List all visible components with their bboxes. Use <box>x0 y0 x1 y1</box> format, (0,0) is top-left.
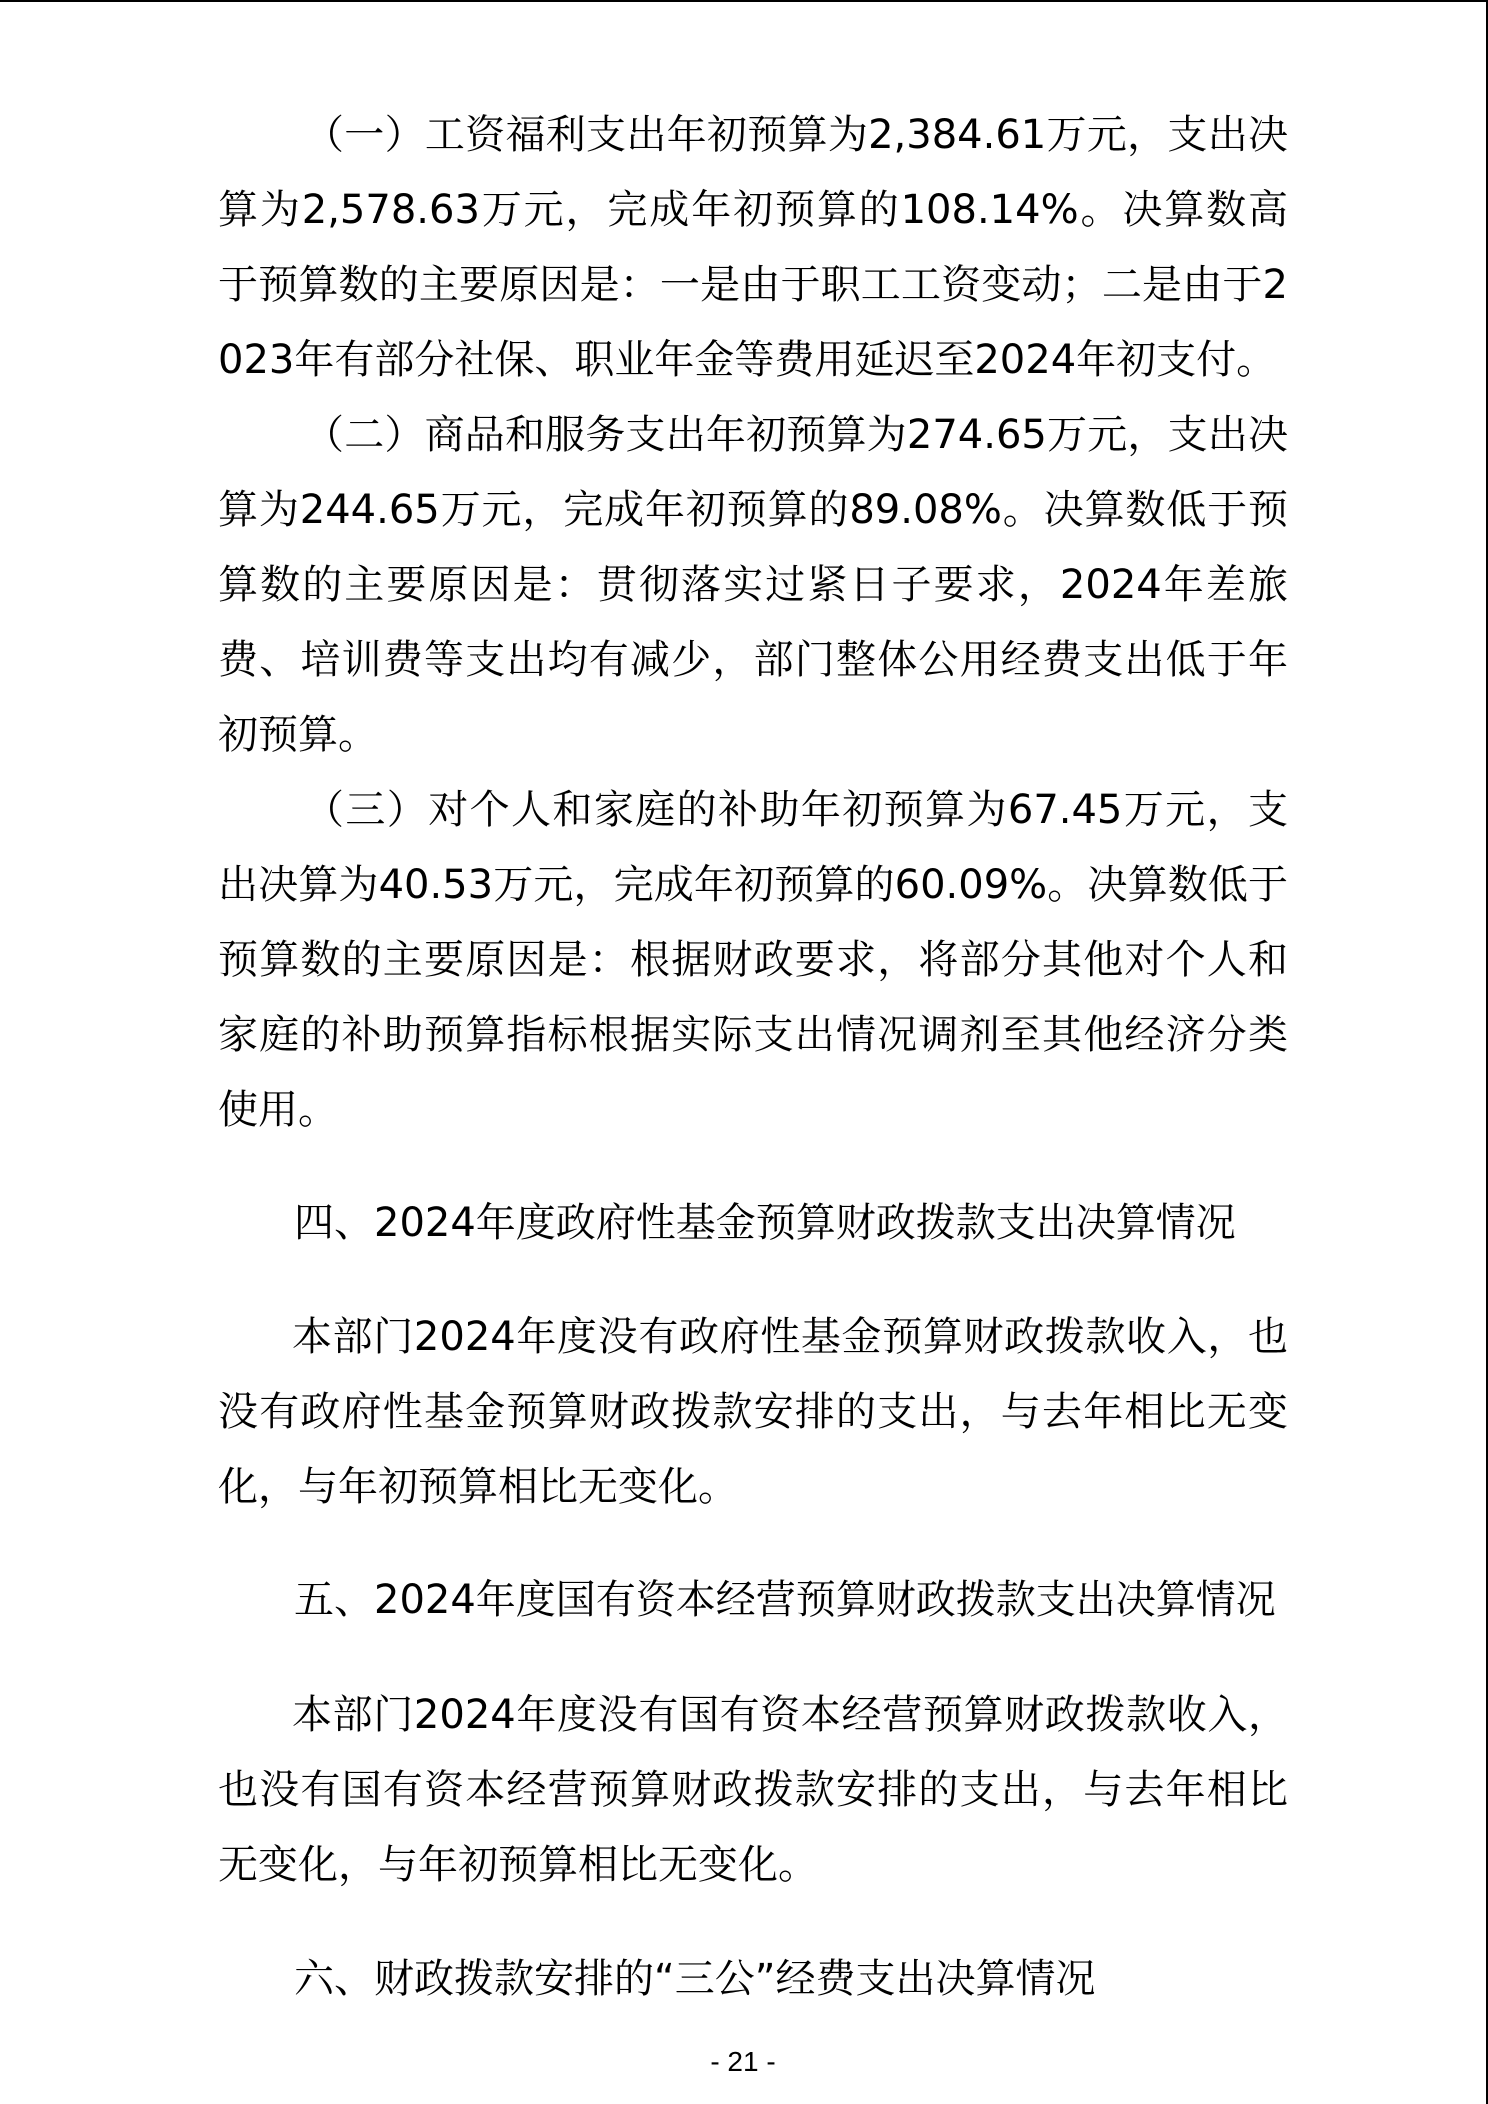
section-gap <box>218 1148 1288 1186</box>
section-gap <box>218 1903 1288 1942</box>
section-gap <box>218 1525 1288 1563</box>
page-number: - 21 - <box>710 2046 776 2077</box>
section-heading-three-public-expenses: 六、财政拨款安排的“三公”经费支出决算情况 <box>294 1956 1096 2002</box>
paragraph-personal-family-subsidy: （三）对个人和家庭的补助年初预算为67.45万元，支出决算为40.53万元，完成年初预算的60.09%。决算数低于预算数的主要原因是：根据财政要求，将部分其他对个人和家庭的补助预算指标根据实际支出情况调剂至其他经济分类使用。 <box>218 787 1288 1133</box>
paragraph-wage-welfare: （一）工资福利支出年初预算为2,384.61万元，支出决算为2,578.63万元，完成年初预算的108.14%。决算数高于预算数的主要原因是：一是由于职工工资变动；二是由于2023年有部分社保、职业年金等费用延迟至2024年初支付。 <box>218 112 1288 383</box>
section-gap <box>218 1261 1288 1300</box>
section-gap <box>218 1638 1288 1678</box>
section-heading-state-capital: 五、2024年度国有资本经营预算财政拨款支出决算情况 <box>294 1577 1276 1623</box>
section-heading-government-fund: 四、2024年度政府性基金预算财政拨款支出决算情况 <box>294 1200 1236 1246</box>
paragraph-government-fund: 本部门2024年度没有政府性基金预算财政拨款收入，也没有政府性基金预算财政拨款安排的支出，与去年相比无变化，与年初预算相比无变化。 <box>218 1314 1288 1510</box>
paragraph-state-capital: 本部门2024年度没有国有资本经营预算财政拨款收入，也没有国有资本经营预算财政拨款安排的支出，与去年相比无变化，与年初预算相比无变化。 <box>218 1692 1288 1888</box>
paragraph-goods-services: （二）商品和服务支出年初预算为274.65万元，支出决算为244.65万元，完成年初预算的89.08%。决算数低于预算数的主要原因是：贯彻落实过紧日子要求，2024年差旅费、培训费等支出均有减少，部门整体公用经费支出低于年初预算。 <box>218 412 1288 758</box>
page-content <box>218 98 1288 2017</box>
